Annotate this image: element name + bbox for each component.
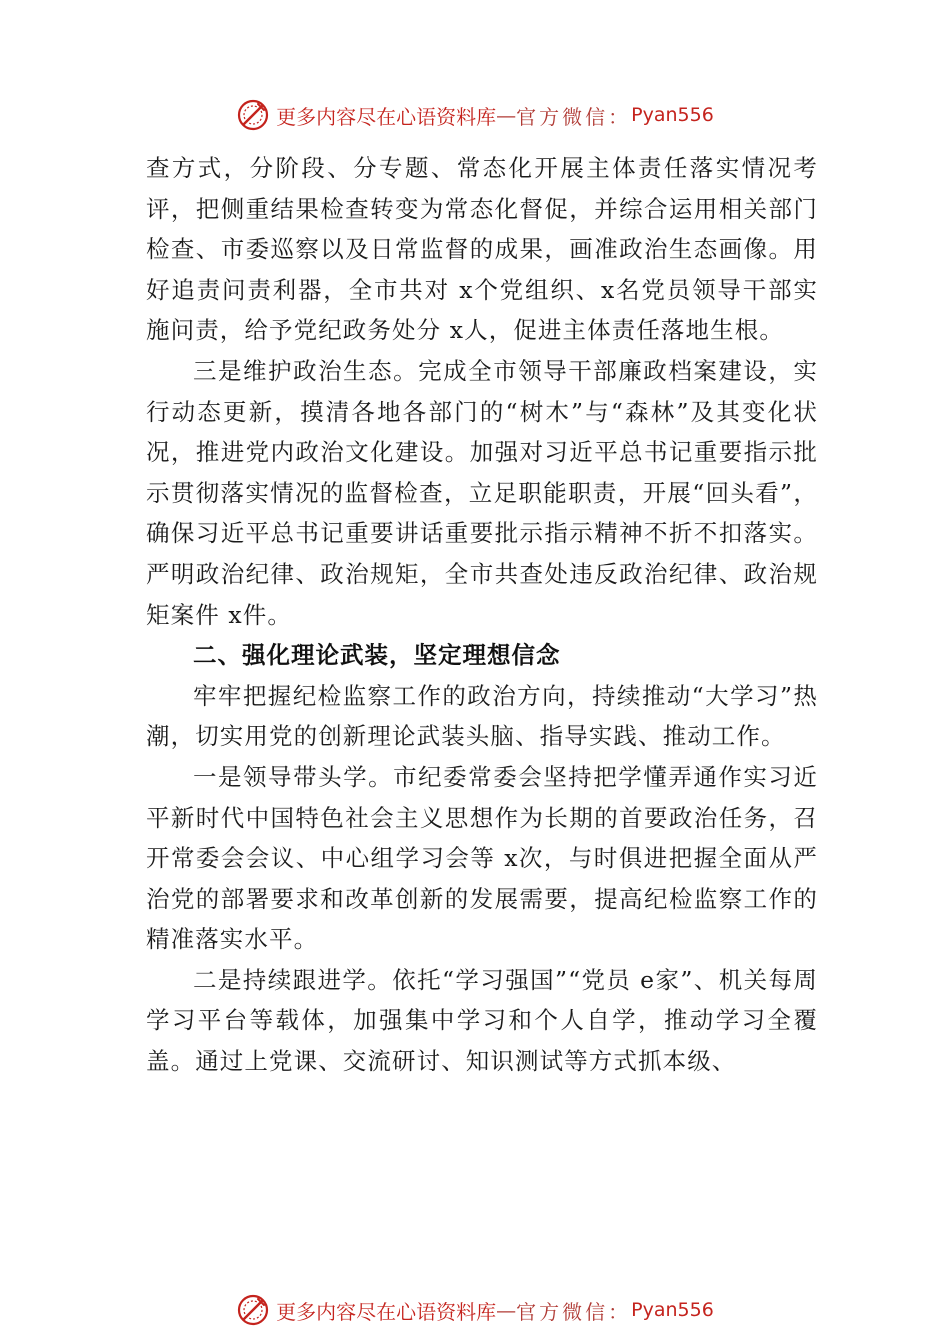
watermark-label: 官方微信： (516, 104, 632, 129)
section-heading: 二、强化理论武装，坚定理想信念 (193, 641, 561, 670)
document-body (146, 148, 818, 1082)
seal-logo-icon (236, 1293, 270, 1327)
footer-watermark (0, 1290, 950, 1330)
watermark-main-text: 更多内容尽在心语资料库 (276, 104, 497, 129)
paragraph-leaders-study: 一是领导带头学。市纪委常委会坚持把学懂弄通作实习近平新时代中国特色社会主义思想作为长期的首要政治任务，召开常委会会议、中心组学习会等 x次，与时俱进把握全面从严治党的部署要求和改革创新的发展需要，提高纪检监察工作的精准落实水平。 (146, 762, 818, 954)
paragraph-political-ecology: 三是维护政治生态。完成全市领导干部廉政档案建设，实行动态更新，摸清各地各部门的“树木”与“森林”及其变化状况，推进党内政治文化建设。加强对习近平总书记重要指示批示贯彻落实情况的监督检查，立足职能职责，开展“回头看”，确保习近平总书记重要讲话重要批示指示精神不折不扣落实。严明政治纪律、政治规矩，全市共查处违反政治纪律、政治规矩案件 x件。 (146, 356, 818, 629)
watermark-wechat-id: Pyan556 (631, 104, 714, 126)
paragraph-section-intro: 牢牢把握纪检监察工作的政治方向，持续推动“大学习”热潮，切实用党的创新理论武装头脑、指导实践、推动工作。 (146, 681, 818, 751)
watermark-separator: — (496, 103, 517, 127)
watermark-separator: — (496, 1298, 517, 1322)
watermark-main-text: 更多内容尽在心语资料库 (276, 1299, 497, 1324)
paragraph-continuous-study: 二是持续跟进学。依托“学习强国”“党员 e家”、机关每周学习平台等载体，加强集中学习和个人自学，推动学习全覆盖。通过上党课、交流研讨、知识测试等方式抓本级、 (146, 965, 818, 1076)
header-watermark (0, 95, 950, 135)
watermark-wechat-id: Pyan556 (631, 1299, 714, 1321)
watermark-label: 官方微信： (516, 1299, 632, 1324)
seal-logo-icon (236, 98, 270, 132)
paragraph-continued: 查方式，分阶段、分专题、常态化开展主体责任落实情况考评，把侧重结果检查转变为常态化督促，并综合运用相关部门检查、市委巡察以及日常监督的成果，画准政治生态画像。用好追责问责利器，全市共对 x个党组织、x名党员领导干部实施问责，给予党纪政务处分 x人，促进主体责任落地生根。 (146, 154, 818, 345)
